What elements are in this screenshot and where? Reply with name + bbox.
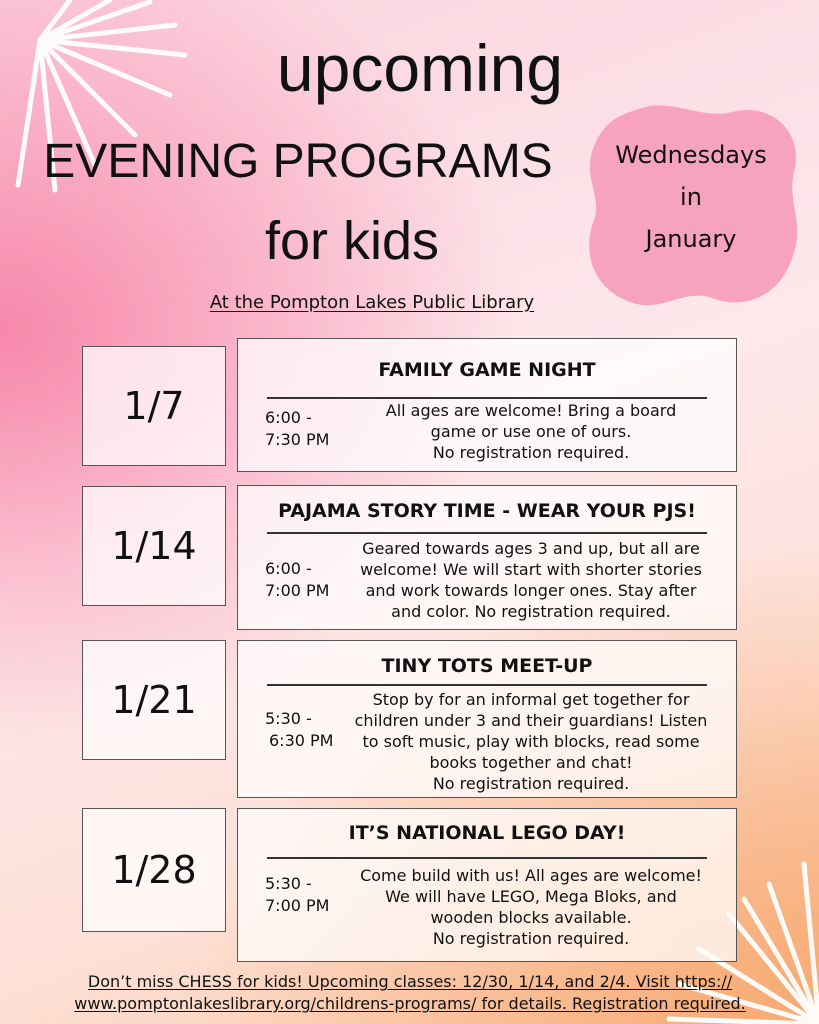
footer-line1: Don’t miss CHESS for kids! Upcoming classes: 12/30, 1/14, and 2/4. Visit https:// [87, 972, 733, 991]
title-divider [267, 532, 707, 534]
badge-line1: Wednesdays [615, 141, 767, 169]
badge-wednesdays-in-january [582, 134, 800, 260]
time-end: 7:00 PM [265, 896, 330, 915]
time-end: 7:30 PM [265, 430, 330, 449]
date-box-2 [82, 486, 226, 606]
time-end: 7:00 PM [265, 581, 330, 600]
time-start: 5:30 - [265, 709, 312, 728]
date-box-1 [82, 346, 226, 466]
program-card-lego-day [237, 808, 737, 962]
program-title: FAMILY GAME NIGHT [378, 359, 596, 381]
desc-line: game or use one of ours. [430, 422, 632, 441]
program-description [338, 400, 724, 463]
desc-line: books together and chat! [429, 753, 633, 772]
badge-line3: January [645, 225, 737, 253]
time-start: 6:00 - [265, 408, 312, 427]
desc-line: Geared towards ages 3 and up, but all are [362, 539, 700, 558]
program-date: 1/21 [111, 678, 197, 722]
title-divider [267, 397, 707, 399]
footer-line2: www.pomptonlakeslibrary.org/childrens-programs/ for details. Registration required. [74, 994, 746, 1013]
program-title: TINY TOTS MEET-UP [381, 655, 593, 677]
program-title: PAJAMA STORY TIME - WEAR YOUR PJS! [278, 500, 696, 522]
chess-footer-note [40, 971, 780, 1015]
desc-line: wooden blocks available. [430, 908, 632, 927]
desc-line: children under 3 and their guardians! Listen [354, 711, 708, 730]
badge-line2: in [680, 183, 702, 211]
program-card-tiny-tots [237, 640, 737, 798]
desc-line: No registration required. [432, 929, 630, 948]
desc-line: and work towards longer ones. Stay after [365, 581, 697, 600]
time-end: 6:30 PM [269, 731, 334, 750]
desc-line: welcome! We will start with shorter stories [360, 560, 702, 579]
desc-line: No registration required. [432, 443, 630, 462]
desc-line: and color. No registration required. [391, 602, 671, 621]
program-description [338, 865, 724, 949]
date-box-3 [82, 640, 226, 760]
program-date: 1/7 [123, 384, 185, 428]
time-start: 6:00 - [265, 559, 312, 578]
time-start: 5:30 - [265, 874, 312, 893]
title-evening-programs: EVENING PROGRAMS [43, 135, 553, 188]
desc-line: Come build with us! All ages are welcome! [360, 866, 702, 885]
desc-line: All ages are welcome! Bring a board [385, 401, 677, 420]
program-description [338, 538, 724, 622]
title-divider [267, 684, 707, 686]
program-date: 1/14 [111, 524, 197, 568]
program-card-family-game-night [237, 338, 737, 472]
desc-line: We will have LEGO, Mega Bloks, and [385, 887, 677, 906]
desc-line: to soft music, play with blocks, read some [362, 732, 700, 751]
program-description [338, 689, 724, 794]
title-for-kids: for kids [264, 211, 440, 271]
desc-line: No registration required. [432, 774, 630, 793]
program-title: IT’S NATIONAL LEGO DAY! [348, 822, 626, 844]
title-divider [267, 857, 707, 859]
desc-line: Stop by for an informal get together for [372, 690, 690, 709]
title-upcoming: upcoming [276, 31, 564, 105]
library-location: At the Pompton Lakes Public Library [209, 292, 535, 313]
program-date: 1/28 [111, 848, 197, 892]
program-card-pajama-story-time [237, 485, 737, 630]
date-box-4 [82, 808, 226, 932]
